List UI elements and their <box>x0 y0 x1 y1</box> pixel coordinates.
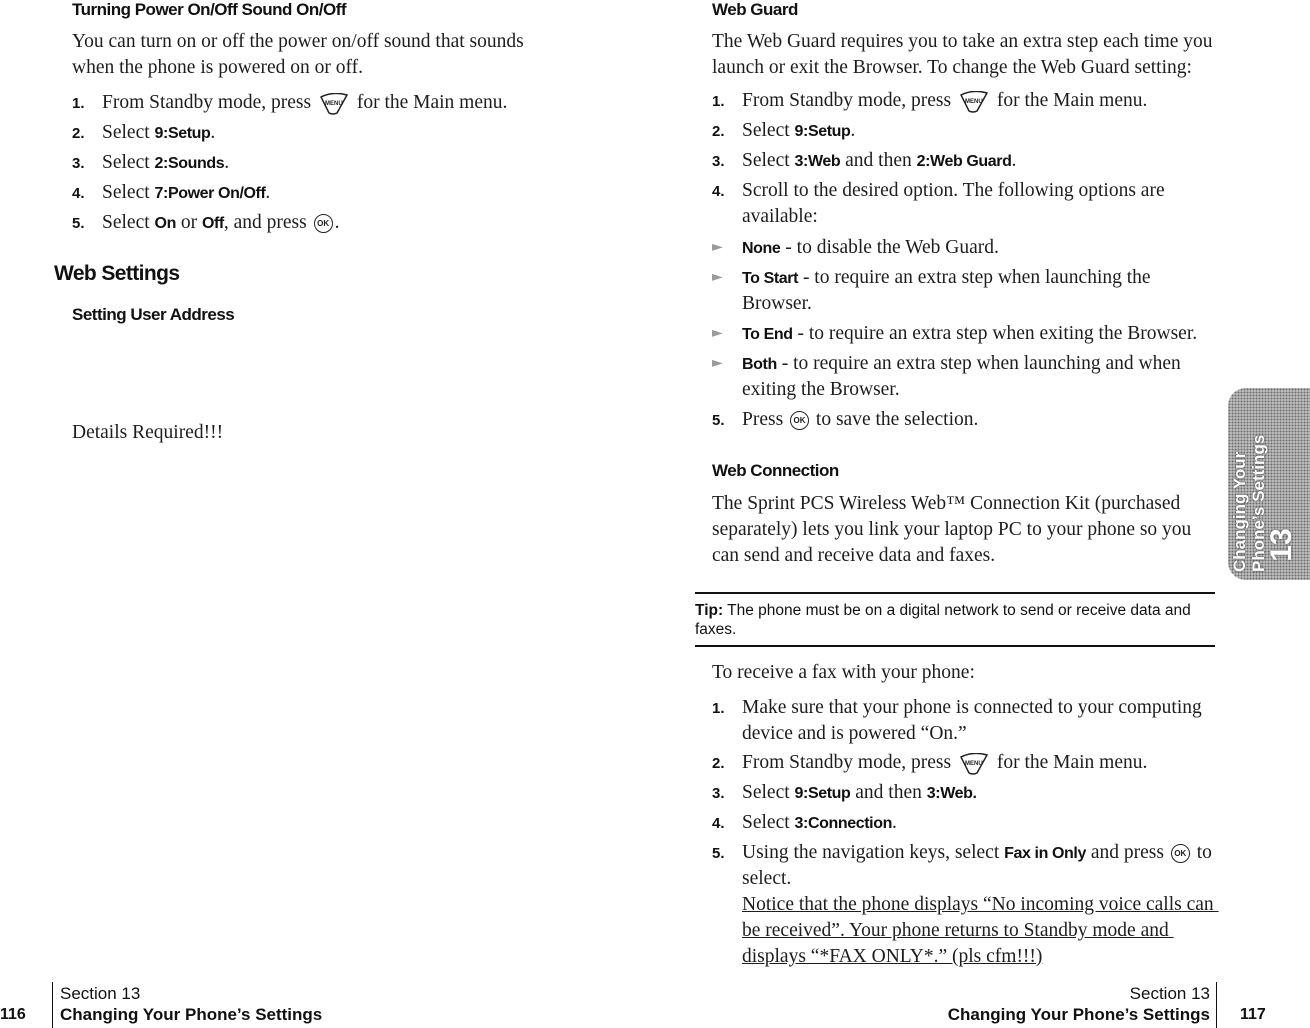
power-sound-heading: Turning Power On/Off Sound On/Off <box>72 0 347 19</box>
step-text-line-2: select. <box>742 868 792 889</box>
web-connection-intro-line-1: The Sprint PCS Wireless Web™ Connection Kit (purchased <box>712 493 1181 514</box>
step-text: Select 9:Setup. <box>742 120 856 141</box>
step-number: 4. <box>712 815 725 832</box>
web-guard-intro-line-1: The Web Guard requires you to take an extra step each time you <box>712 31 1213 52</box>
ok-key-icon: OK <box>314 214 333 233</box>
step-text: Select 3:Connection. <box>742 812 897 833</box>
bullet-arrow-icon: ► <box>712 239 723 255</box>
power-sound-step-4 <box>72 180 592 206</box>
power-sound-intro-line-2: when the phone is powered on or off. <box>72 57 363 78</box>
step-number: 4. <box>72 185 85 202</box>
web-connection-intro-line-2: separately) lets you link your laptop PC to your phone so you <box>712 519 1192 540</box>
power-sound-step-3 <box>72 150 592 176</box>
web-guard-step-1 <box>712 88 1212 114</box>
menu-key-icon <box>959 91 989 113</box>
footer-right-divider <box>1216 982 1217 1028</box>
web-guard-step-2 <box>712 118 1212 144</box>
step-number: 2. <box>712 123 725 140</box>
tip-top-rule <box>695 592 1215 594</box>
footer-left-page-number: 116 <box>0 1006 26 1023</box>
bullet-arrow-icon: ► <box>712 355 723 371</box>
step-number: 3. <box>712 153 725 170</box>
bullet-arrow-icon: ► <box>712 325 723 341</box>
step-text-line-1: Make sure that your phone is connected to your computing <box>742 697 1202 718</box>
step-text: Select On or Off, and press OK . <box>102 212 340 233</box>
ok-key-icon: OK <box>790 411 809 430</box>
step-number: 3. <box>72 155 85 172</box>
option-none <box>712 235 1212 261</box>
step-text: Press OK to save the selection. <box>742 409 979 430</box>
web-connection-intro-line-3: can send and receive data and faxes. <box>712 545 996 566</box>
step-text-line-2: device and is powered “On.” <box>742 723 967 744</box>
step-number: 1. <box>712 700 725 717</box>
power-sound-intro-line-1: You can turn on or off the power on/off sound that sounds <box>72 31 524 52</box>
fax-step-4 <box>712 810 1222 836</box>
web-settings-heading: Web Settings <box>54 262 180 285</box>
footer-left-section: Section 13 <box>60 984 141 1003</box>
option-text: To End - to require an extra step when exiting the Browser. <box>742 323 1198 344</box>
step-number: 1. <box>72 95 85 112</box>
option-to-end <box>712 321 1212 347</box>
step-number: 2. <box>72 125 85 142</box>
step-text: From Standby mode, press MENU for the Main menu. <box>102 92 508 113</box>
fax-note-line-2: be received”. Your phone returns to Standby mode and <box>742 920 1174 941</box>
tip-bottom-rule <box>695 645 1215 647</box>
web-guard-intro-line-2: launch or exit the Browser. To change the Web Guard setting: <box>712 57 1192 78</box>
svg-text:MENU: MENU <box>964 760 983 767</box>
footer-right-title: Changing Your Phone’s Settings <box>947 1005 1210 1024</box>
tip-line-2: faxes. <box>695 621 737 638</box>
step-text: From Standby mode, press MENU for the Main menu. <box>742 90 1148 111</box>
svg-text:MENU: MENU <box>964 98 983 105</box>
step-number: 3. <box>712 785 725 802</box>
step-text: Select 9:Setup. <box>102 122 216 143</box>
step-number: 2. <box>712 755 725 772</box>
step-number: 5. <box>712 845 725 862</box>
web-guard-step-4 <box>712 178 1212 230</box>
fax-intro: To receive a fax with your phone: <box>712 662 975 683</box>
option-text: Both - to require an extra step when launching and when <box>742 353 1181 374</box>
step-text: Select 2:Sounds. <box>102 152 230 173</box>
option-text: None - to disable the Web Guard. <box>742 237 999 258</box>
svg-text:MENU: MENU <box>324 100 343 107</box>
step-number: 5. <box>712 412 725 429</box>
step-number: 1. <box>712 93 725 110</box>
step-text-line-2: available: <box>742 206 818 227</box>
web-guard-step-5 <box>712 407 1212 433</box>
step-number: 5. <box>72 215 85 232</box>
option-both <box>712 351 1212 403</box>
fax-note-line-3: displays “*FAX ONLY*.” (pls cfm!!!) <box>742 946 1043 967</box>
footer-right-section: Section 13 <box>1129 984 1210 1003</box>
menu-key-icon <box>319 93 349 115</box>
step-text: From Standby mode, press MENU for the Main menu. <box>742 752 1148 773</box>
step-number: 4. <box>712 183 725 200</box>
tip-line-1: Tip: The phone must be on a digital network to send or receive data and <box>695 602 1191 619</box>
power-sound-step-5 <box>72 210 592 236</box>
section-tab-number: 13 <box>1265 528 1298 562</box>
menu-key-icon <box>959 753 989 775</box>
power-sound-step-1 <box>72 90 592 116</box>
section-thumb-tab <box>1228 388 1310 580</box>
web-connection-heading: Web Connection <box>712 461 839 480</box>
footer-left-title: Changing Your Phone’s Settings <box>60 1005 323 1024</box>
web-guard-heading: Web Guard <box>712 0 798 19</box>
option-text-line-2: Browser. <box>742 293 812 314</box>
step-text: Select 7:Power On/Off. <box>102 182 271 203</box>
fax-step-3 <box>712 780 1222 806</box>
footer-right-page-number: 117 <box>1240 1006 1266 1023</box>
step-text: Select 3:Web and then 2:Web Guard. <box>742 150 1017 171</box>
ok-key-icon: OK <box>1171 844 1190 863</box>
footer-left-divider <box>52 982 53 1028</box>
fax-note-line-1: Notice that the phone displays “No incoming voice calls can <box>742 894 1219 915</box>
section-tab-label: Changing Your Phone’s Settings <box>1230 434 1268 572</box>
step-text-line-1: Scroll to the desired option. The following options are <box>742 180 1165 201</box>
fax-step-5 <box>712 840 1222 970</box>
step-text: Select 9:Setup and then 3:Web. <box>742 782 977 803</box>
option-text-line-2: exiting the Browser. <box>742 379 900 400</box>
bullet-arrow-icon: ► <box>712 269 723 285</box>
power-sound-step-2 <box>72 120 592 146</box>
option-text: To Start - to require an extra step when launching the <box>742 267 1151 288</box>
fax-step-1 <box>712 695 1222 747</box>
step-text: Using the navigation keys, select Fax in Only and press OK to <box>742 842 1212 863</box>
web-guard-step-3 <box>712 148 1212 174</box>
fax-step-2 <box>712 750 1222 776</box>
user-address-heading: Setting User Address <box>72 305 235 324</box>
details-required-note: Details Required!!! <box>72 422 224 443</box>
option-to-start <box>712 265 1212 317</box>
